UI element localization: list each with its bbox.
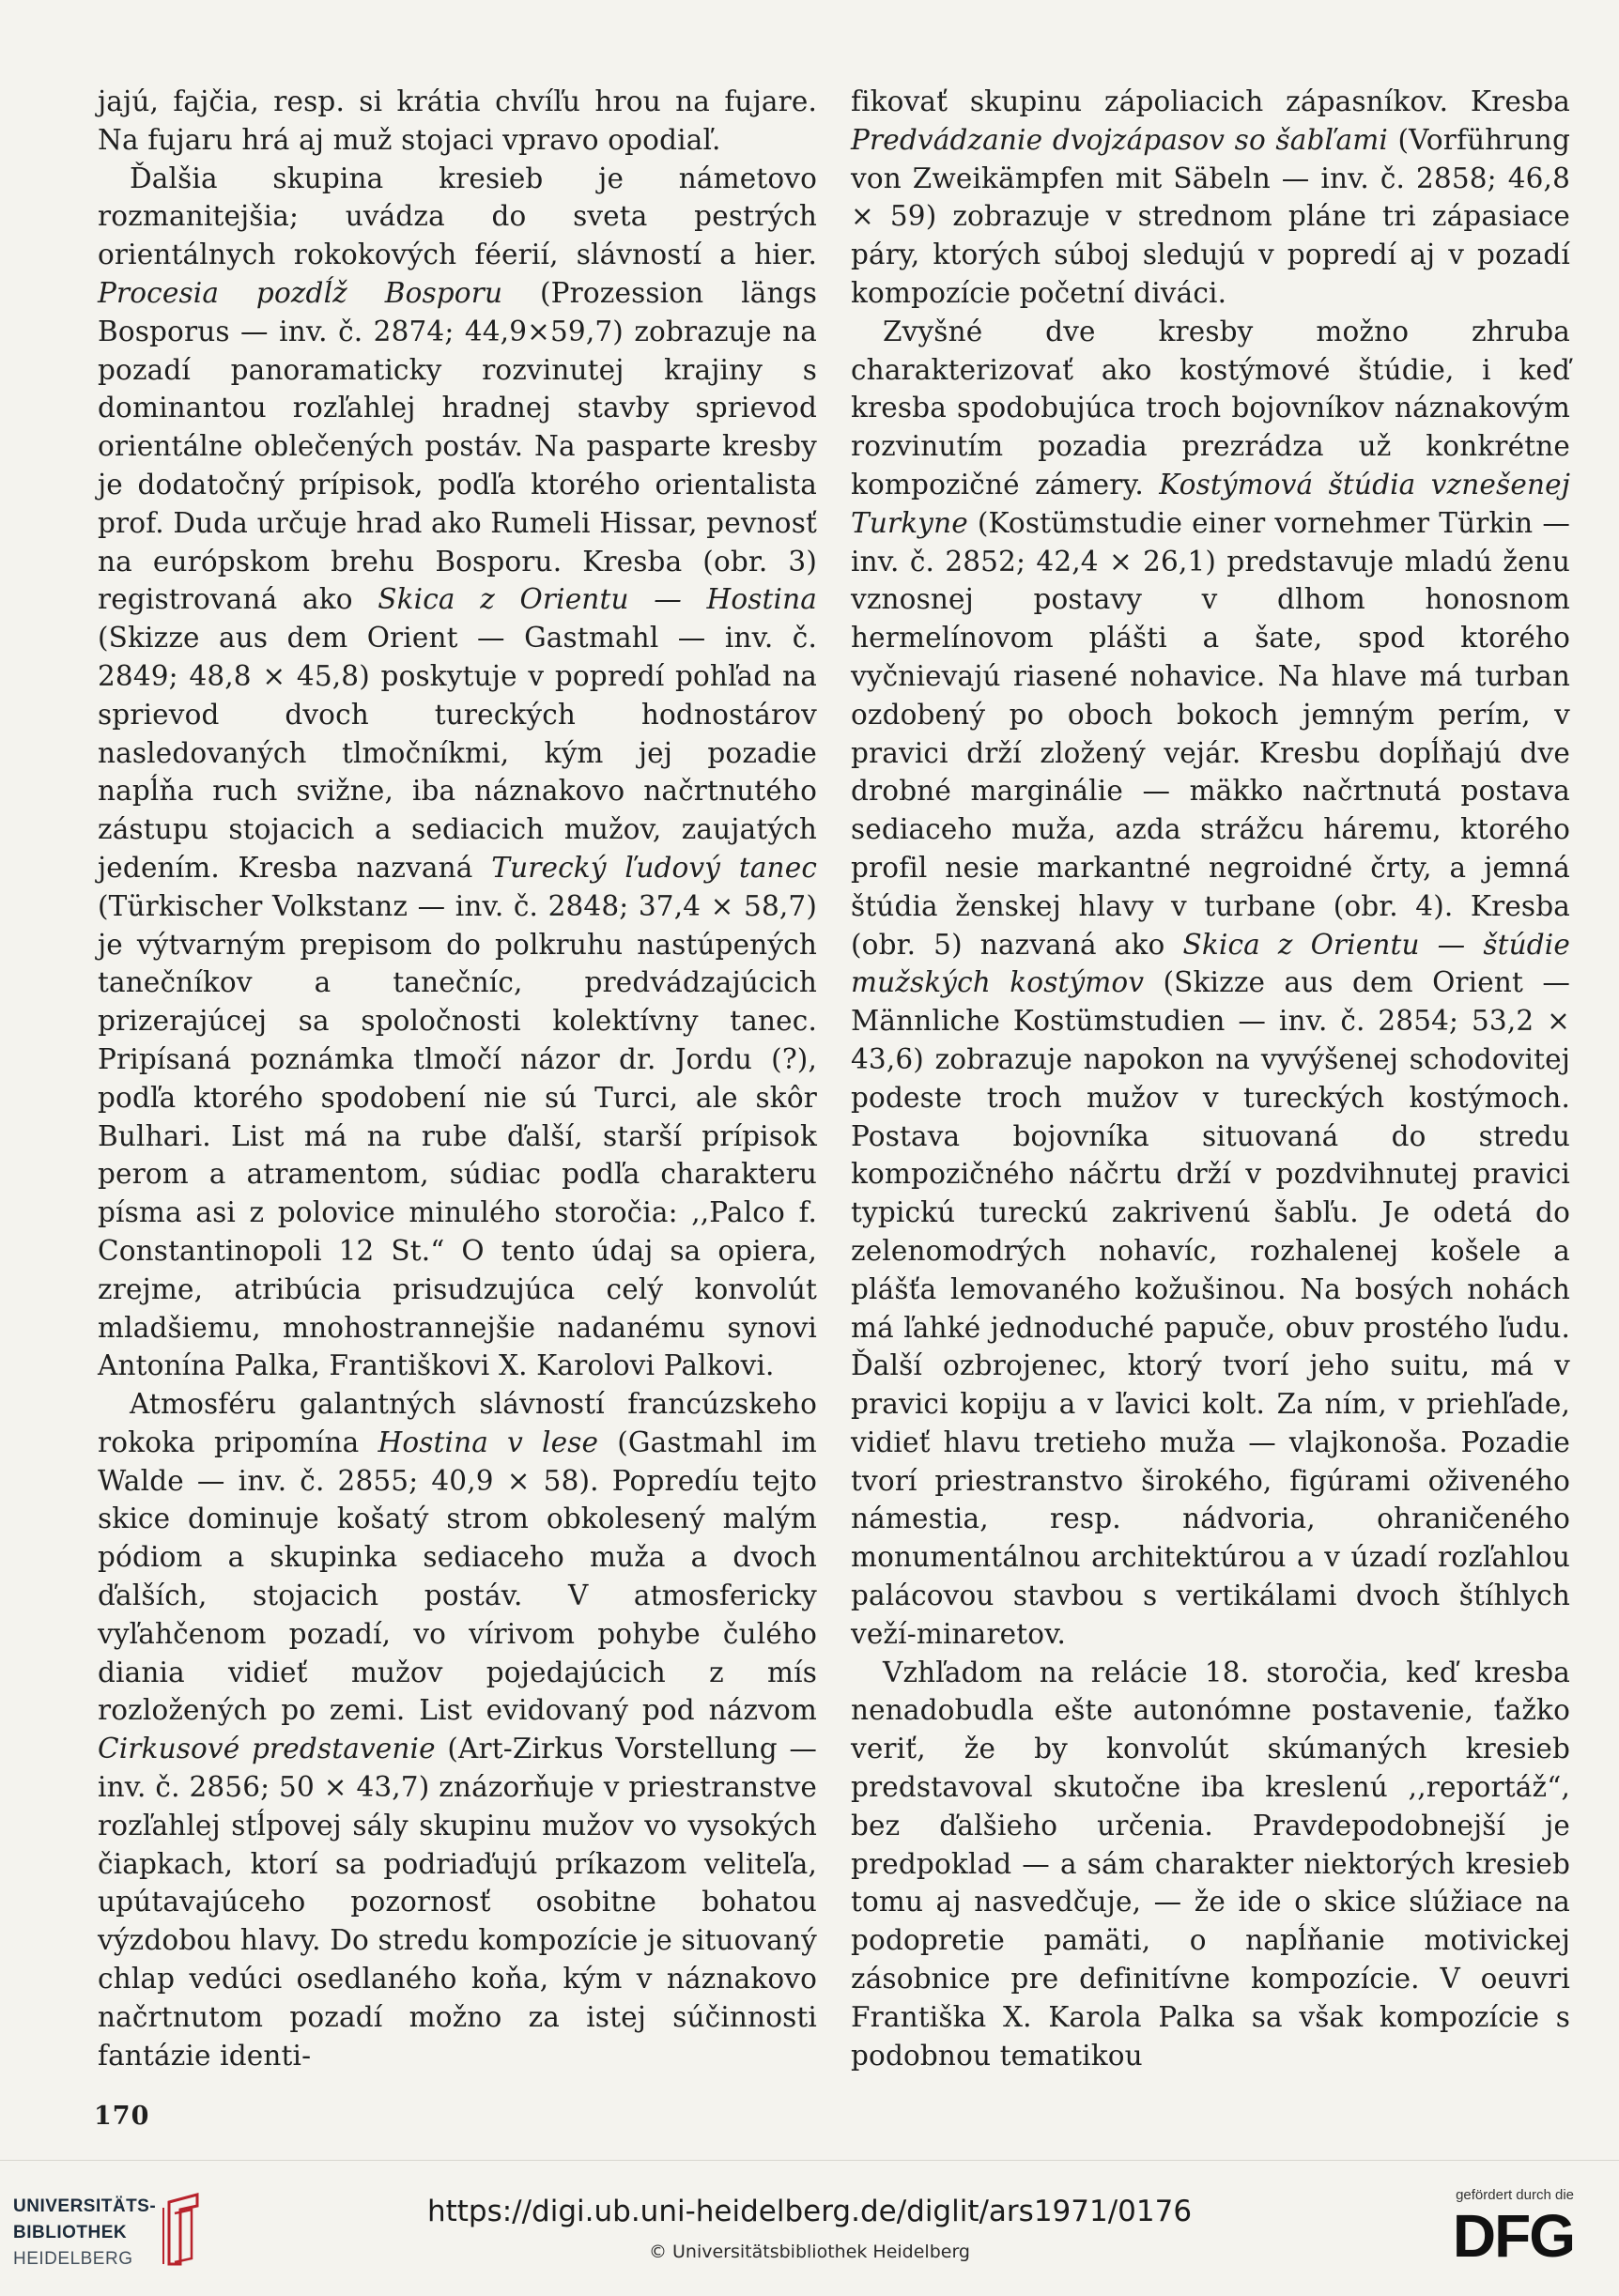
text-run: (Türkischer Volkstanz — inv. č. 2848; 37,4 × 58,7) je výtvarným prepisom do polkruhu nastúpených tanečníkov a tanečníc, predvádzajúcich prizerajúcej sa spoločnosti kolektívny tanec. Pripísaná poznámka tlmočí názor dr. Jordu (?), podľa ktorého spodobení nie sú Turci, ale skôr Bulhari. List má na rube ďalší, starší prípisok perom a atramentom, súdiac podľa charakteru písma asi z polovice minulého storočia: ,,Palco f. Constantinopoli 12 St.“ O tento údaj sa opiera, zrejme, atribúcia prisudzujúca celý konvolút mladšiemu, mnohostrannejšie nadanému synovi Antonína Palka, Františkovi X. Karolovi Palkovi.	[98, 889, 817, 1382]
text-run: (Kostümstudie einer vornehmer Türkin — inv. č. 2852; 42,4 × 26,1) predstavuje mladú ženu vznosnej postavy v dlhom honosnom hermelínovom plášti a šate, spod ktorého vyčnievajú riasené nohavice. Na hlave má turban ozdobený po oboch bokoch jemným perím, v pravici drží zložený vejár. Kresbu dopĺňajú dve drobné marginálie — mäkko načrtnutá postava sediaceho muža, azda strážcu háremu, ktorého profil nesie markantné negroidné črty, a jemná štúdia ženskej hlavy v turbane (obr. 4). Kresba (obr. 5) nazvaná ako	[851, 506, 1570, 961]
text-run: Zvyšné dve kresby možno zhruba charakterizovať ako kostýmové štúdie, i keď kresba spodobujúca troch bojovníkov náznakovým rozvinutím pozadia prezrádza už konkrétne kompozičné zámery.	[851, 315, 1570, 501]
text-column-left	[98, 83, 817, 2074]
text-run: Atmosféru galantných slávností francúzskeho rokoka pripomína	[98, 1388, 817, 1458]
dfg-logo-text: DFG	[1452, 2202, 1574, 2270]
text-column-right	[851, 83, 1570, 2074]
text-run: Vzhľadom na relácie 18. storočia, keď kresba nenadobudla ešte autonómne postavenie, ťažko veriť, že by konvolút skúmaných kresieb predstavoval skutočne iba kreslenú ,,reportáž“, bez ďalšieho určenia. Pravdepodobnejší je predpoklad — a sám charakter niektorých kresieb tomu aj nasvedčuje, — že ide o skice slúžiace na podopretie pamäti, o napĺňanie motivickej zásobnice pre definitívne kompozície. V oeuvri Františka X. Karola Palka sa však kompozície s podobnou tematikou	[851, 1656, 1570, 2072]
text-run: (Skizze aus dem Orient — Gastmahl — inv. č. 2849; 48,8 × 45,8) poskytuje v popredí pohľad na sprievod dvoch tureckých hodnostárov nasledovaných tlmočníkmi, kým jej pozadie napĺňa ruch svižne, iba náznakovo načrtnutého zástupu stojacich a sediacich mužov, zaujatých jedením. Kresba nazvaná	[98, 622, 817, 884]
italic-title: Turecký ľudový tanec	[491, 851, 817, 884]
text-run: fikovať skupinu zápoliacich zápasníkov. Kresba	[851, 85, 1570, 117]
italic-title: Procesia pozdĺž Bosporu	[98, 276, 503, 309]
library-name-line1: UNIVERSITÄTS-	[13, 2196, 157, 2216]
text-run: jajú, fajčia, resp. si krátia chvíľu hrou na fujare. Na fujaru hrá aj muž stojaci vpravo opodiaľ.	[98, 85, 817, 156]
paragraph	[851, 83, 1570, 313]
paragraph	[98, 160, 817, 1386]
italic-title: Cirkusové predstavenie	[98, 1733, 436, 1765]
copyright-notice: © Universitätsbibliothek Heidelberg	[648, 2242, 970, 2262]
paragraph	[851, 1654, 1570, 2075]
text-run: (Gastmahl im Walde — inv. č. 2855; 40,9 × 58). Popredíu tejto skice dominuje košatý strom obkolesený malým pódiom a skupinka sediaceho muža a dvoch ďalších, stojacich postáv. V atmosfericky vyľahčenom pozadí, vo vírivom pohybe čulého diania vidieť mužov pojedajúcich z mís rozložených po zemi. List evidovaný pod názvom	[98, 1425, 818, 1727]
library-name-line2: BIBLIOTHEK	[13, 2223, 128, 2242]
paragraph	[98, 83, 817, 160]
text-run: (Prozession längs Bosporus — inv. č. 2874; 44,9×59,7) zobrazuje na pozadí panoramaticky rozvinutej krajiny s dominantou rozľahlej hradnej stavby sprievod orientálne oblečených postáv. Na pasparte kresby je dodatočný prípisok, podľa ktorého orientalista prof. Duda určuje hrad ako Rumeli Hissar, pevnosť na európskom brehu Bosporu. Kresba (obr. 3) registrovaná ako	[98, 276, 817, 616]
italic-title: Kostýmová štúdia vznešenej Turkyne	[851, 468, 1570, 539]
text-run: (Vorführung von Zweikämpfen mit Säbeln — inv. č. 2858; 46,8 × 59) zobrazuje v strednom pláne tri zápasiace páry, ktorých súboj sledujú v popredí aj v pozadí kompozície početní diváci.	[851, 123, 1570, 309]
page-number: 170	[94, 2102, 150, 2131]
italic-title: Skica z Orientu — Hostina	[378, 583, 817, 616]
viewer-footer	[0, 2160, 1619, 2296]
text-run: (Skizze aus dem Orient — Männliche Kostümstudien — inv. č. 2854; 53,2 × 43,6) zobrazuje napokon na vyvýšenej schodovitej podeste troch mužov v tureckých kostýmoch. Postava bojovníka situovaná do stredu kompozičného náčrtu drží v pozdvihnutej pravici typickú tureckú zakrivenú šabľu. Je odetá do zelenomodrých nohavíc, rozhalenej košele a plášťa lemovaného kožušinou. Na bosých nohách má ľahké jednoduché papuče, obuv prostého ľudu. Ďalší ozbrojenec, ktorý tvorí jeho suitu, má v pravici kopiju a v ľavici kolt. Za ním, v priehľade, vidieť hlavu tretieho muža — vlajkonoša. Pozadie tvorí priestranstvo širokého, figúrami oživeného námestia, resp. nádvoria, ohraničeného monumentálnou architektúrou a v úzadí rozľahlou palácovou stavbou s vertikálami dvoch štíhlych veží-minaretov.	[851, 966, 1570, 1650]
paragraph	[851, 313, 1570, 1654]
italic-title: Hostina v lese	[378, 1425, 599, 1458]
permalink-url[interactable]: https://digi.ub.uni-heidelberg.de/diglit/ars1971/0176	[426, 2195, 1193, 2228]
text-run: Ďalšia skupina kresieb je námetovo rozmanitejšia; uvádza do sveta pestrých orientálnych rokokových féerií, slávností a hier.	[98, 162, 817, 271]
library-name-line3: HEIDELBERG	[13, 2249, 133, 2269]
italic-title: Predvádzanie dvojzápasov so šabľami	[851, 123, 1388, 156]
dfg-funder-logo[interactable]	[1433, 2187, 1574, 2281]
text-run: (Art-Zirkus Vorstellung — inv. č. 2856; 50 × 43,7) znázorňuje v priestranstve rozľahlej stĺpovej sály skupinu mužov vo vysokých čiapkach, ktorí sa podriaďujú príkazom veliteľa, upútavajúceho pozornosť osobitne bohatou výzdobou hlavy. Do stredu kompozície je situovaný chlap vedúci osedlaného koňa, kým v náznakovo načrtnutom pozadí možno za istej súčinnosti fantázie identi-	[98, 1733, 818, 2072]
paragraph	[98, 1385, 817, 2074]
italic-title: Skica z Orientu — štúdie mužských kostýmov	[851, 928, 1570, 999]
funder-caption: gefördert durch die	[1456, 2187, 1574, 2203]
